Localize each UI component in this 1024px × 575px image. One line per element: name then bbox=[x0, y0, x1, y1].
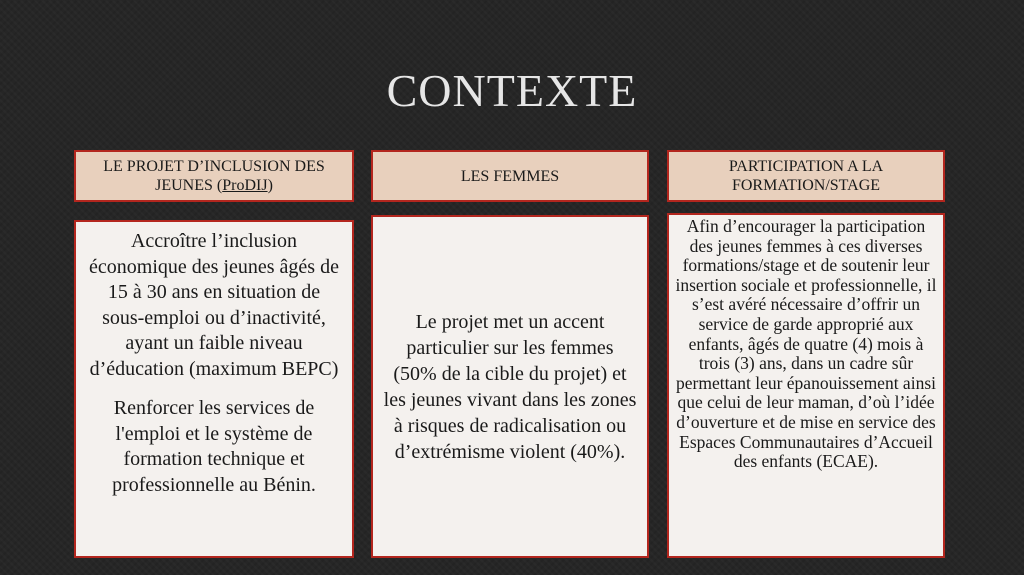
participation-text: Afin d’encourager la participation des jeunes femmes à ces diverses formations/stage et de soutenir leur insertion sociale et professionnelle, il s’est avéré nécessaire d’offrir un service de garde approprié aux enfants, âgés de quatre (4) mois à trois (3) ans, dans un cadre sûr permettant leur épanouissement ainsi que celui de leur maman, d’où l’idée d’ouverture et de mise en service des Espaces Communautaires d’Accueil des enfants (ECAE). bbox=[675, 216, 937, 472]
box-prodij bbox=[74, 220, 354, 558]
header-prodij bbox=[74, 150, 354, 202]
femmes-text: Le projet met un accent particulier sur les femmes (50% de la cible du projet) et les jeunes vivant dans les zones à risques de radicalisation ou d’extrémisme violent (40%). bbox=[383, 310, 637, 463]
prodij-objective-1: Accroître l’inclusion économique des jeunes âgés de 15 à 30 ans en situation de sous-emploi ou d’inactivité, ayant un faible niveau d’éducation (maximum BEPC) bbox=[89, 230, 339, 380]
slide-title: CONTEXTE bbox=[386, 65, 638, 116]
header-prodij-text: LE PROJET D’INCLUSION DES JEUNES (ProDIJ) bbox=[103, 158, 325, 194]
header-participation: PARTICIPATION A LA FORMATION/STAGE bbox=[667, 150, 945, 202]
prodij-acronym: ProDIJ bbox=[222, 177, 268, 194]
box-femmes bbox=[371, 215, 649, 558]
prodij-objective-2: Renforcer les services de l'emploi et le système de formation technique et professionnelle au Bénin. bbox=[112, 397, 316, 496]
header-femmes: LES FEMMES bbox=[371, 150, 649, 202]
box-participation bbox=[667, 213, 945, 558]
